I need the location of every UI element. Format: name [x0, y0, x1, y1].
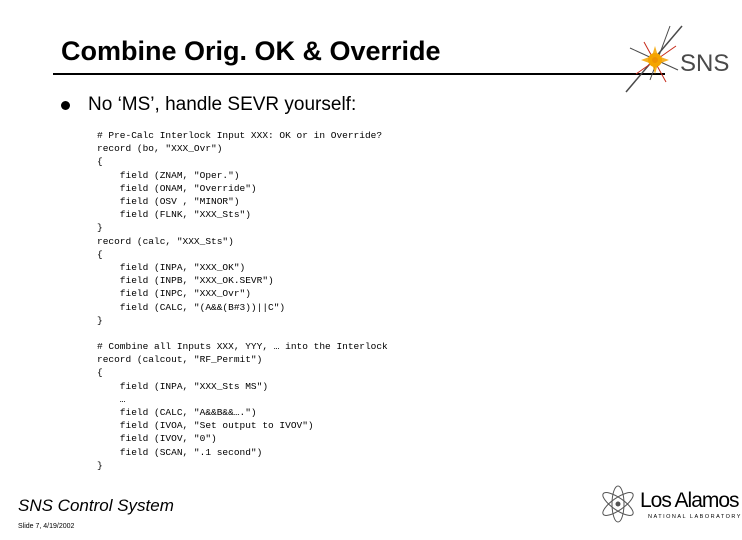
- sns-logo: [622, 18, 730, 104]
- code-line: field (CALC, "(A&&(B#3))||C"): [97, 301, 286, 313]
- lanl-name: Los Alamos: [640, 489, 739, 512]
- code-line: record (calc, "XXX_Sts"): [97, 235, 234, 247]
- code-block-precalc: [97, 129, 382, 327]
- code-line: field (IVOA, "Set output to IVOV"): [97, 420, 314, 432]
- sns-logo-text: SNS: [680, 50, 730, 77]
- bullet-icon: [61, 101, 70, 110]
- code-line: field (ONAM, "Override"): [97, 182, 257, 194]
- code-line: field (INPB, "XXX_OK.SEVR"): [97, 275, 274, 287]
- code-line: field (CALC, "A&&B&&…."): [97, 407, 257, 419]
- lanl-subtitle: NATIONAL LABORATORY: [648, 514, 742, 520]
- code-line: {: [97, 156, 103, 168]
- code-line: field (INPA, "XXX_Sts MS"): [97, 380, 269, 392]
- title-underline: [53, 73, 665, 75]
- code-line: }: [97, 222, 103, 234]
- code-line: field (IVOV, "0"): [97, 433, 217, 445]
- code-line: …: [97, 393, 126, 405]
- code-line: field (SCAN, ".1 second"): [97, 446, 263, 458]
- sns-starburst-icon: [626, 26, 682, 92]
- code-line: }: [97, 314, 103, 326]
- code-line: # Pre-Calc Interlock Input XXX: OK or in Override?: [97, 130, 383, 141]
- slide-number-date: Slide 7, 4/19/2002: [18, 523, 75, 530]
- code-block-combine: [97, 340, 388, 472]
- code-line: record (bo, "XXX_Ovr"): [97, 143, 223, 155]
- bullet-text: No ‘MS’, handle SEVR yourself:: [88, 94, 357, 115]
- code-line: field (OSV , "MINOR"): [97, 196, 240, 208]
- code-line: {: [97, 248, 103, 260]
- footer-title: SNS Control System: [18, 496, 174, 515]
- code-line: }: [97, 459, 103, 471]
- code-line: record (calcout, "RF_Permit"): [97, 354, 263, 366]
- slide-title: Combine Orig. OK & Override: [61, 36, 441, 66]
- code-line: field (INPC, "XXX_Ovr"): [97, 288, 251, 300]
- code-line: # Combine all Inputs XXX, YYY, … into the Interlock: [97, 341, 388, 352]
- code-line: {: [97, 367, 103, 379]
- atom-icon: [600, 486, 636, 522]
- code-line: field (INPA, "XXX_OK"): [97, 262, 246, 274]
- code-line: field (ZNAM, "Oper."): [97, 169, 240, 181]
- code-line: field (FLNK, "XXX_Sts"): [97, 209, 251, 221]
